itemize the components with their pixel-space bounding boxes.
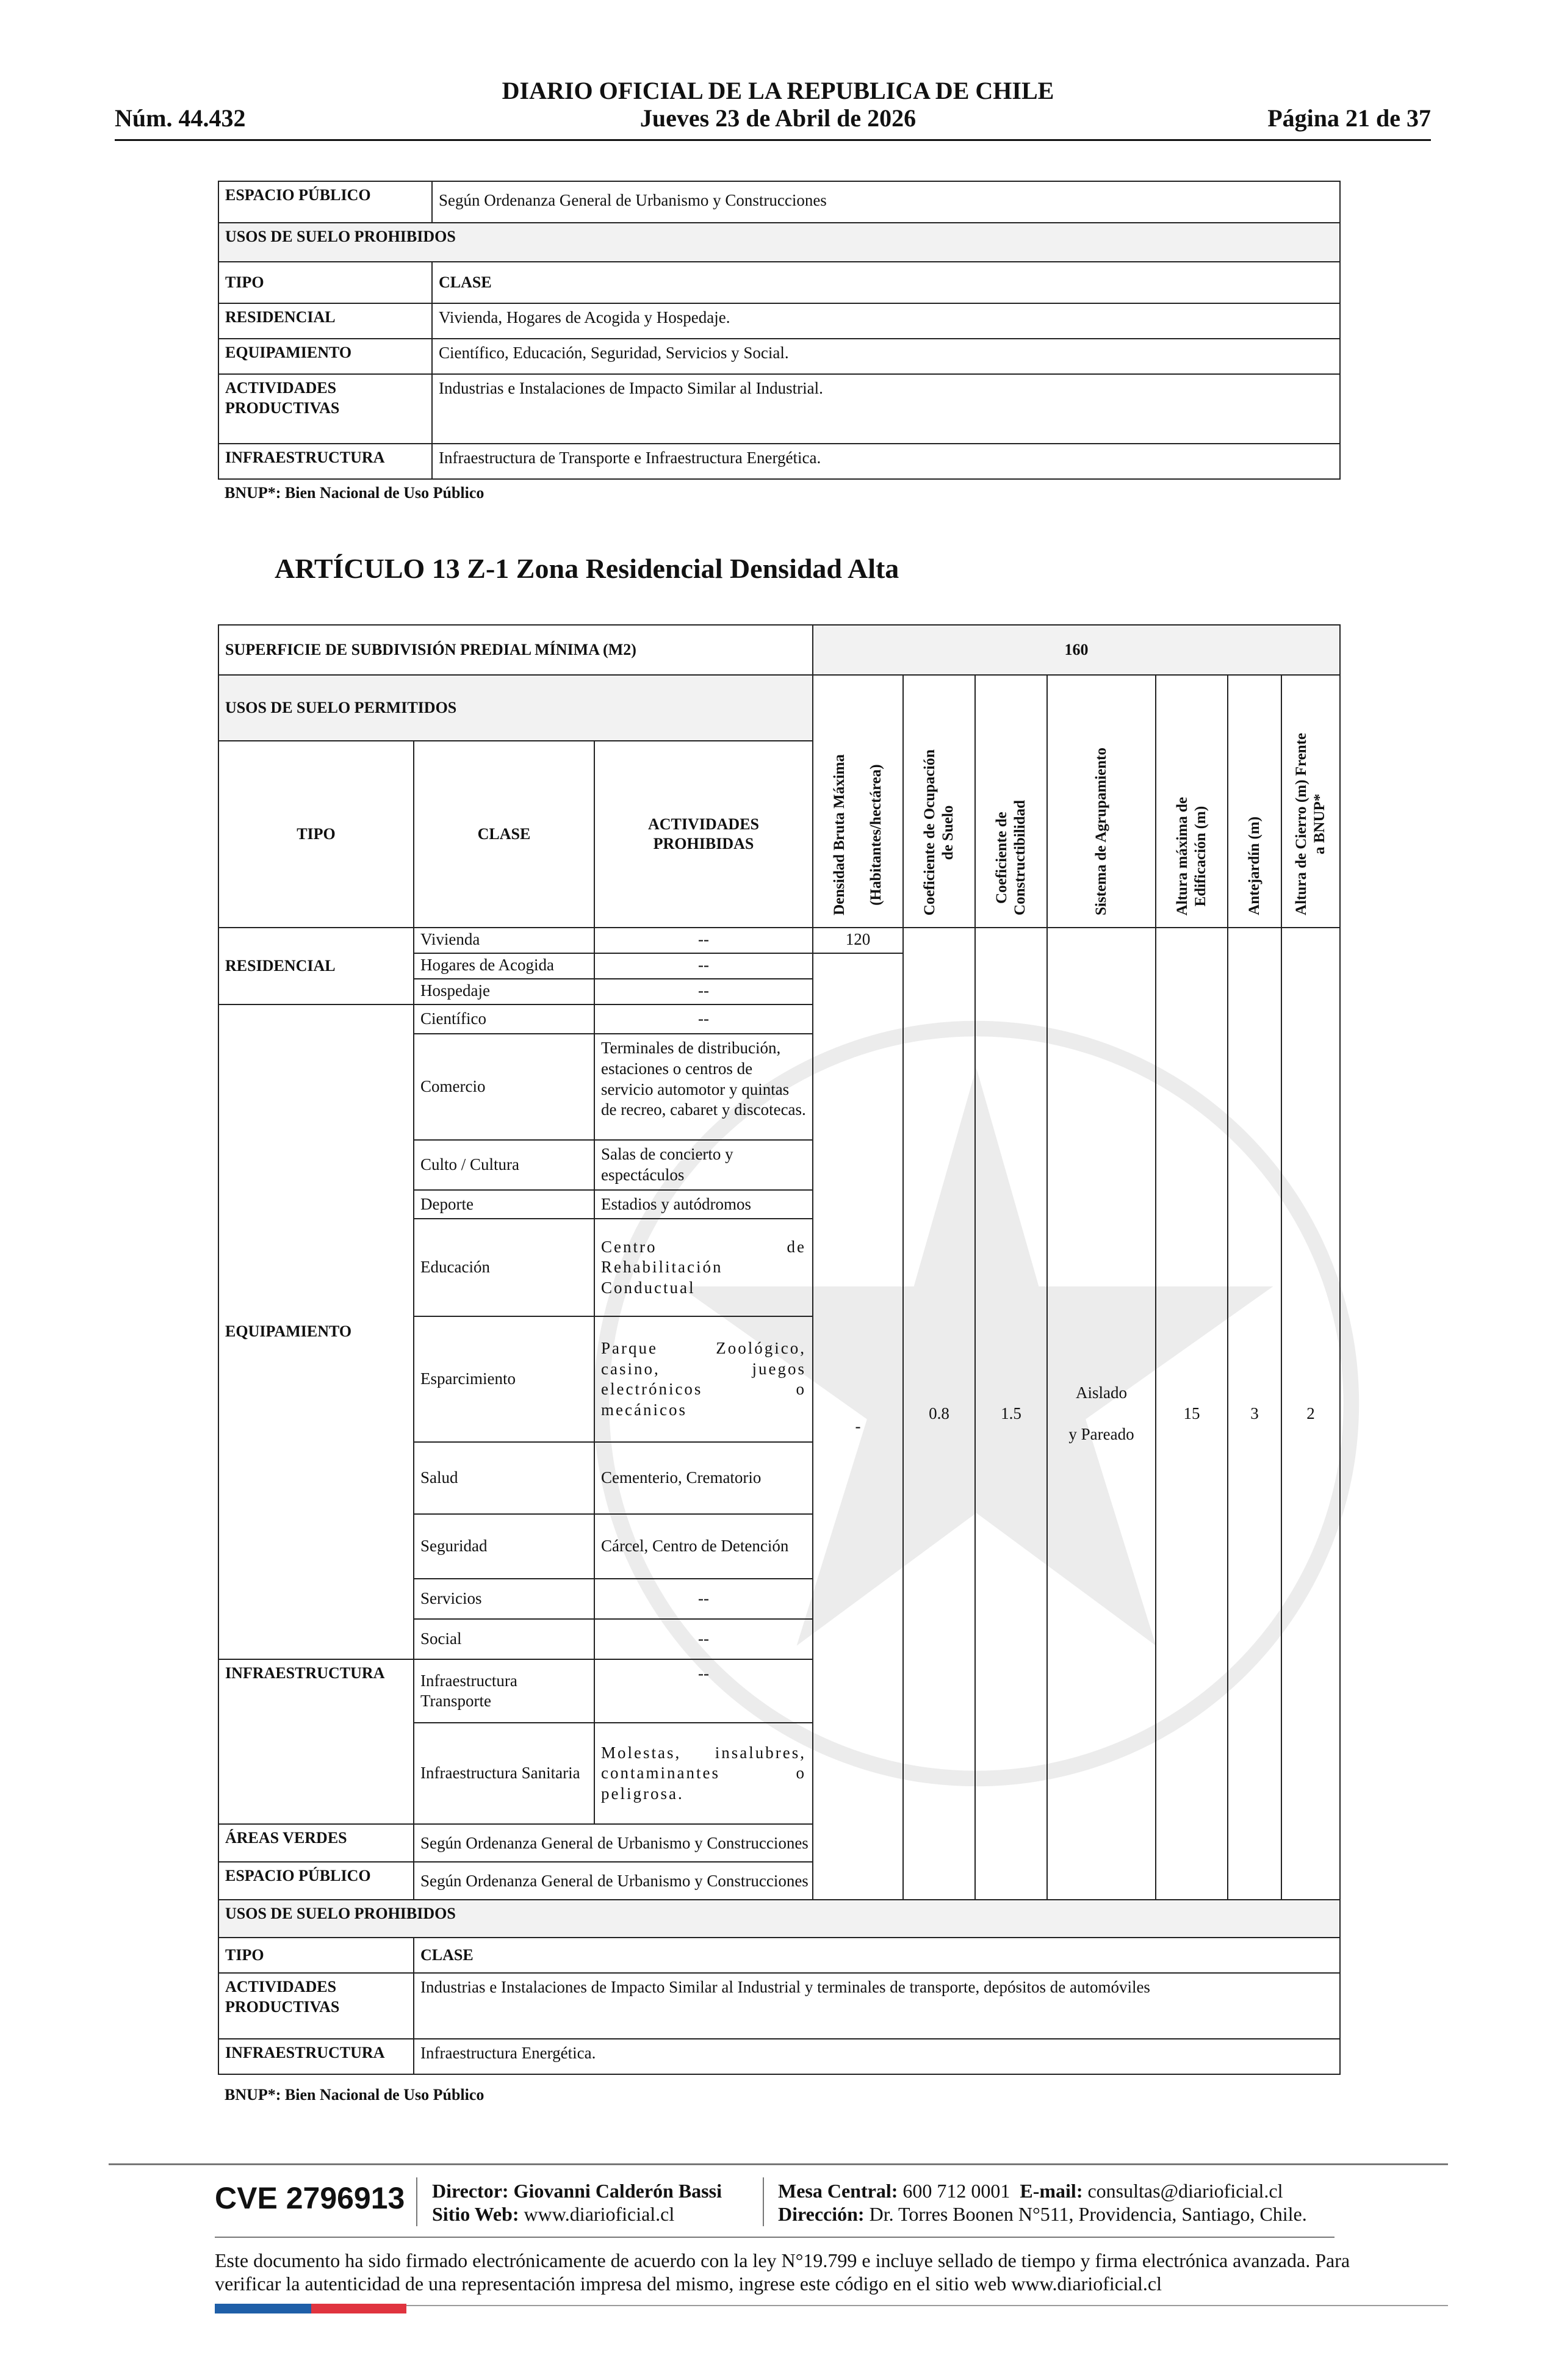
prohibidas-cell: -- bbox=[594, 1004, 813, 1034]
clase-cell: Servicios bbox=[414, 1579, 594, 1619]
row-tipo: EQUIPAMIENTO bbox=[218, 339, 432, 374]
clase-cell: Esparcimiento bbox=[414, 1316, 594, 1442]
prohibidas-cell: -- bbox=[594, 928, 813, 953]
prohibidas-cell: Parque Zoológico, casino, juegos electrónicos o mecánicos bbox=[594, 1316, 813, 1442]
col-antejardin: Antejardín (m) bbox=[1228, 675, 1281, 928]
journal-title: DIARIO OFICIAL DE LA REPUBLICA DE CHILE bbox=[502, 77, 1054, 104]
direccion-label: Dirección: bbox=[778, 2202, 865, 2225]
areas-verdes-value: Según Ordenanza General de Urbanismo y Construcciones bbox=[414, 1824, 1340, 1862]
col-tipo: TIPO bbox=[218, 741, 414, 928]
col-constructibilidad: Coeficiente de Constructibilidad bbox=[975, 675, 1047, 928]
superficie-value: 160 bbox=[813, 625, 1340, 675]
clase-cell: Hospedaje bbox=[414, 979, 594, 1004]
direccion-value: Dr. Torres Boonen N°511, Providencia, Santiago, Chile. bbox=[869, 2202, 1307, 2225]
row-clase: Infraestructura de Transporte e Infraestructura Energética. bbox=[432, 444, 1340, 479]
publication-date: Jueves 23 de Abril de 2026 bbox=[639, 104, 917, 132]
densidad-vivienda: 120 bbox=[813, 928, 903, 953]
tipo-infraestructura: INFRAESTRUCTURA bbox=[218, 1659, 414, 1824]
flag-bar-blue bbox=[215, 2304, 311, 2313]
row-clase: Industrias e Instalaciones de Impacto Similar al Industrial. bbox=[432, 374, 1340, 444]
footer-rule bbox=[109, 2163, 1448, 2165]
mesa-label: Mesa Central: bbox=[778, 2180, 898, 2202]
header-rule bbox=[115, 139, 1431, 141]
espacio-publico-value: Según Ordenanza General de Urbanismo y Construcciones bbox=[414, 1862, 1340, 1900]
prohibidas-cell: -- bbox=[594, 953, 813, 979]
page-number: Página 21 de 37 bbox=[1267, 104, 1431, 132]
col-ocupacion: Coeficiente de Ocupación de Suelo bbox=[903, 675, 975, 928]
row-tipo: ACTIVIDADES PRODUCTIVAS bbox=[218, 374, 432, 444]
clase-cell: Hogares de Acogida bbox=[414, 953, 594, 979]
col-densidad: Densidad Bruta Máxima (Habitantes/hectárea) bbox=[813, 675, 903, 928]
director-name: Giovanni Calderón Bassi bbox=[513, 2180, 722, 2202]
col-actividades: ACTIVIDADES PROHIBIDAS bbox=[594, 741, 813, 928]
email-label: E-mail: bbox=[1020, 2180, 1083, 2202]
prohibidas-cell: -- bbox=[594, 1619, 813, 1659]
prohibidas-cell: Estadios y autódromos bbox=[594, 1190, 813, 1219]
prohibidas-cell: -- bbox=[594, 979, 813, 1004]
footer-contact-block bbox=[778, 2180, 1307, 2226]
clase-cell: Infraestructura Transporte bbox=[414, 1659, 594, 1723]
director-label: Director: bbox=[432, 2180, 509, 2202]
clase-cell: Educación bbox=[414, 1219, 594, 1316]
tipo-header: TIPO bbox=[218, 262, 432, 303]
clase-cell: Científico bbox=[414, 1004, 594, 1034]
prohibido-clase: Infraestructura Energética. bbox=[414, 2039, 1340, 2074]
flag-bar-red bbox=[311, 2304, 406, 2313]
col-cierro: Altura de Cierro (m) Frente a BNUP* bbox=[1281, 675, 1340, 928]
prohibidas-cell: -- bbox=[594, 1579, 813, 1619]
clase-cell: Culto / Cultura bbox=[414, 1140, 594, 1190]
altura-value: 15 bbox=[1156, 928, 1228, 1900]
prohibido-tipo: ACTIVIDADES PRODUCTIVAS bbox=[218, 1973, 414, 2039]
clase-cell: Infraestructura Sanitaria bbox=[414, 1723, 594, 1824]
email-link[interactable]: consultas@diarioficial.cl bbox=[1087, 2180, 1283, 2202]
zone-z1-table bbox=[218, 624, 1341, 2075]
col-agrupamiento: Sistema de Agrupamiento bbox=[1047, 675, 1156, 928]
usos-prohibidos-header: USOS DE SUELO PROHIBIDOS bbox=[218, 223, 1340, 262]
sitio-link[interactable]: www.diarioficial.cl bbox=[524, 2202, 675, 2225]
clase-cell: Deporte bbox=[414, 1190, 594, 1219]
clase-header: CLASE bbox=[432, 262, 1340, 303]
footer-director-block bbox=[432, 2180, 722, 2226]
footer-separator bbox=[763, 2177, 764, 2226]
cierro-value: 2 bbox=[1281, 928, 1340, 1900]
espacio-publico-label: ESPACIO PÚBLICO bbox=[218, 181, 432, 223]
clase-cell: Seguridad bbox=[414, 1514, 594, 1579]
col-clase: CLASE bbox=[414, 741, 594, 928]
prohibidas-cell: -- bbox=[594, 1659, 813, 1723]
areas-verdes-label: ÁREAS VERDES bbox=[218, 1824, 414, 1862]
prohibidas-cell: Cementerio, Crematorio bbox=[594, 1442, 813, 1514]
constructibilidad-value: 1.5 bbox=[975, 928, 1047, 1900]
prohibidas-cell: Centro de Rehabilitación Conductual bbox=[594, 1219, 813, 1316]
tipo-header: TIPO bbox=[218, 1938, 414, 1973]
densidad-otros: - bbox=[813, 953, 903, 1900]
agrupamiento-value: Aislado y Pareado bbox=[1047, 928, 1156, 1900]
clase-cell: Comercio bbox=[414, 1034, 594, 1140]
prohibidas-cell: Salas de concierto y espectáculos bbox=[594, 1140, 813, 1190]
prohibido-clase: Industrias e Instalaciones de Impacto Similar al Industrial y terminales de transporte, depósitos de automóviles bbox=[414, 1973, 1340, 2039]
cve-code: CVE 2796913 bbox=[215, 2181, 405, 2215]
tipo-residencial: RESIDENCIAL bbox=[218, 928, 414, 1004]
footer-separator bbox=[416, 2177, 417, 2226]
bnup-note: BNUP*: Bien Nacional de Uso Público bbox=[225, 2086, 484, 2104]
usos-permitidos-header: USOS DE SUELO PERMITIDOS bbox=[218, 675, 813, 741]
row-tipo: INFRAESTRUCTURA bbox=[218, 444, 432, 479]
tipo-equipamiento: EQUIPAMIENTO bbox=[218, 1004, 414, 1659]
previous-zone-table bbox=[218, 181, 1341, 480]
superficie-label: SUPERFICIE DE SUBDIVISIÓN PREDIAL MÍNIMA (M2) bbox=[218, 625, 813, 675]
usos-prohibidos-header: USOS DE SUELO PROHIBIDOS bbox=[218, 1900, 1340, 1938]
article-title: ARTÍCULO 13 Z-1 Zona Residencial Densidad Alta bbox=[275, 553, 899, 584]
bnup-note: BNUP*: Bien Nacional de Uso Público bbox=[225, 484, 484, 502]
prohibidas-cell: Cárcel, Centro de Detención bbox=[594, 1514, 813, 1579]
row-tipo: RESIDENCIAL bbox=[218, 303, 432, 339]
flag-bar-line bbox=[406, 2305, 1448, 2306]
espacio-publico-value: Según Ordenanza General de Urbanismo y Construcciones bbox=[432, 181, 1340, 223]
issue-number: Núm. 44.432 bbox=[115, 104, 246, 132]
prohibido-tipo: INFRAESTRUCTURA bbox=[218, 2039, 414, 2074]
clase-cell: Salud bbox=[414, 1442, 594, 1514]
legal-notice: Este documento ha sido firmado electrónicamente de acuerdo con la ley N°19.799 e incluye sellado de tiempo y firma electrónica avanzada. Para verificar la autenticidad de una representación impresa del mismo, ingrese este código en el sitio web www.diarioficial.cl bbox=[215, 2249, 1350, 2295]
prohibidas-cell: Molestas, insalubres, contaminantes o peligrosa. bbox=[594, 1723, 813, 1824]
col-altura: Altura máxima de Edificación (m) bbox=[1156, 675, 1228, 928]
row-clase: Científico, Educación, Seguridad, Servicios y Social. bbox=[432, 339, 1340, 374]
espacio-publico-label: ESPACIO PÚBLICO bbox=[218, 1862, 414, 1900]
clase-cell: Vivienda bbox=[414, 928, 594, 953]
clase-cell: Social bbox=[414, 1619, 594, 1659]
ocupacion-value: 0.8 bbox=[903, 928, 975, 1900]
mesa-value: 600 712 0001 bbox=[902, 2180, 1010, 2202]
clase-header: CLASE bbox=[414, 1938, 1340, 1973]
footer-rule-lower bbox=[215, 2237, 1334, 2238]
sitio-label: Sitio Web: bbox=[432, 2202, 519, 2225]
prohibidas-cell: Terminales de distribución, estaciones o centros de servicio automotor y quintas de recreo, cabaret y discotecas. bbox=[594, 1034, 813, 1140]
row-clase: Vivienda, Hogares de Acogida y Hospedaje. bbox=[432, 303, 1340, 339]
antejardin-value: 3 bbox=[1228, 928, 1281, 1900]
